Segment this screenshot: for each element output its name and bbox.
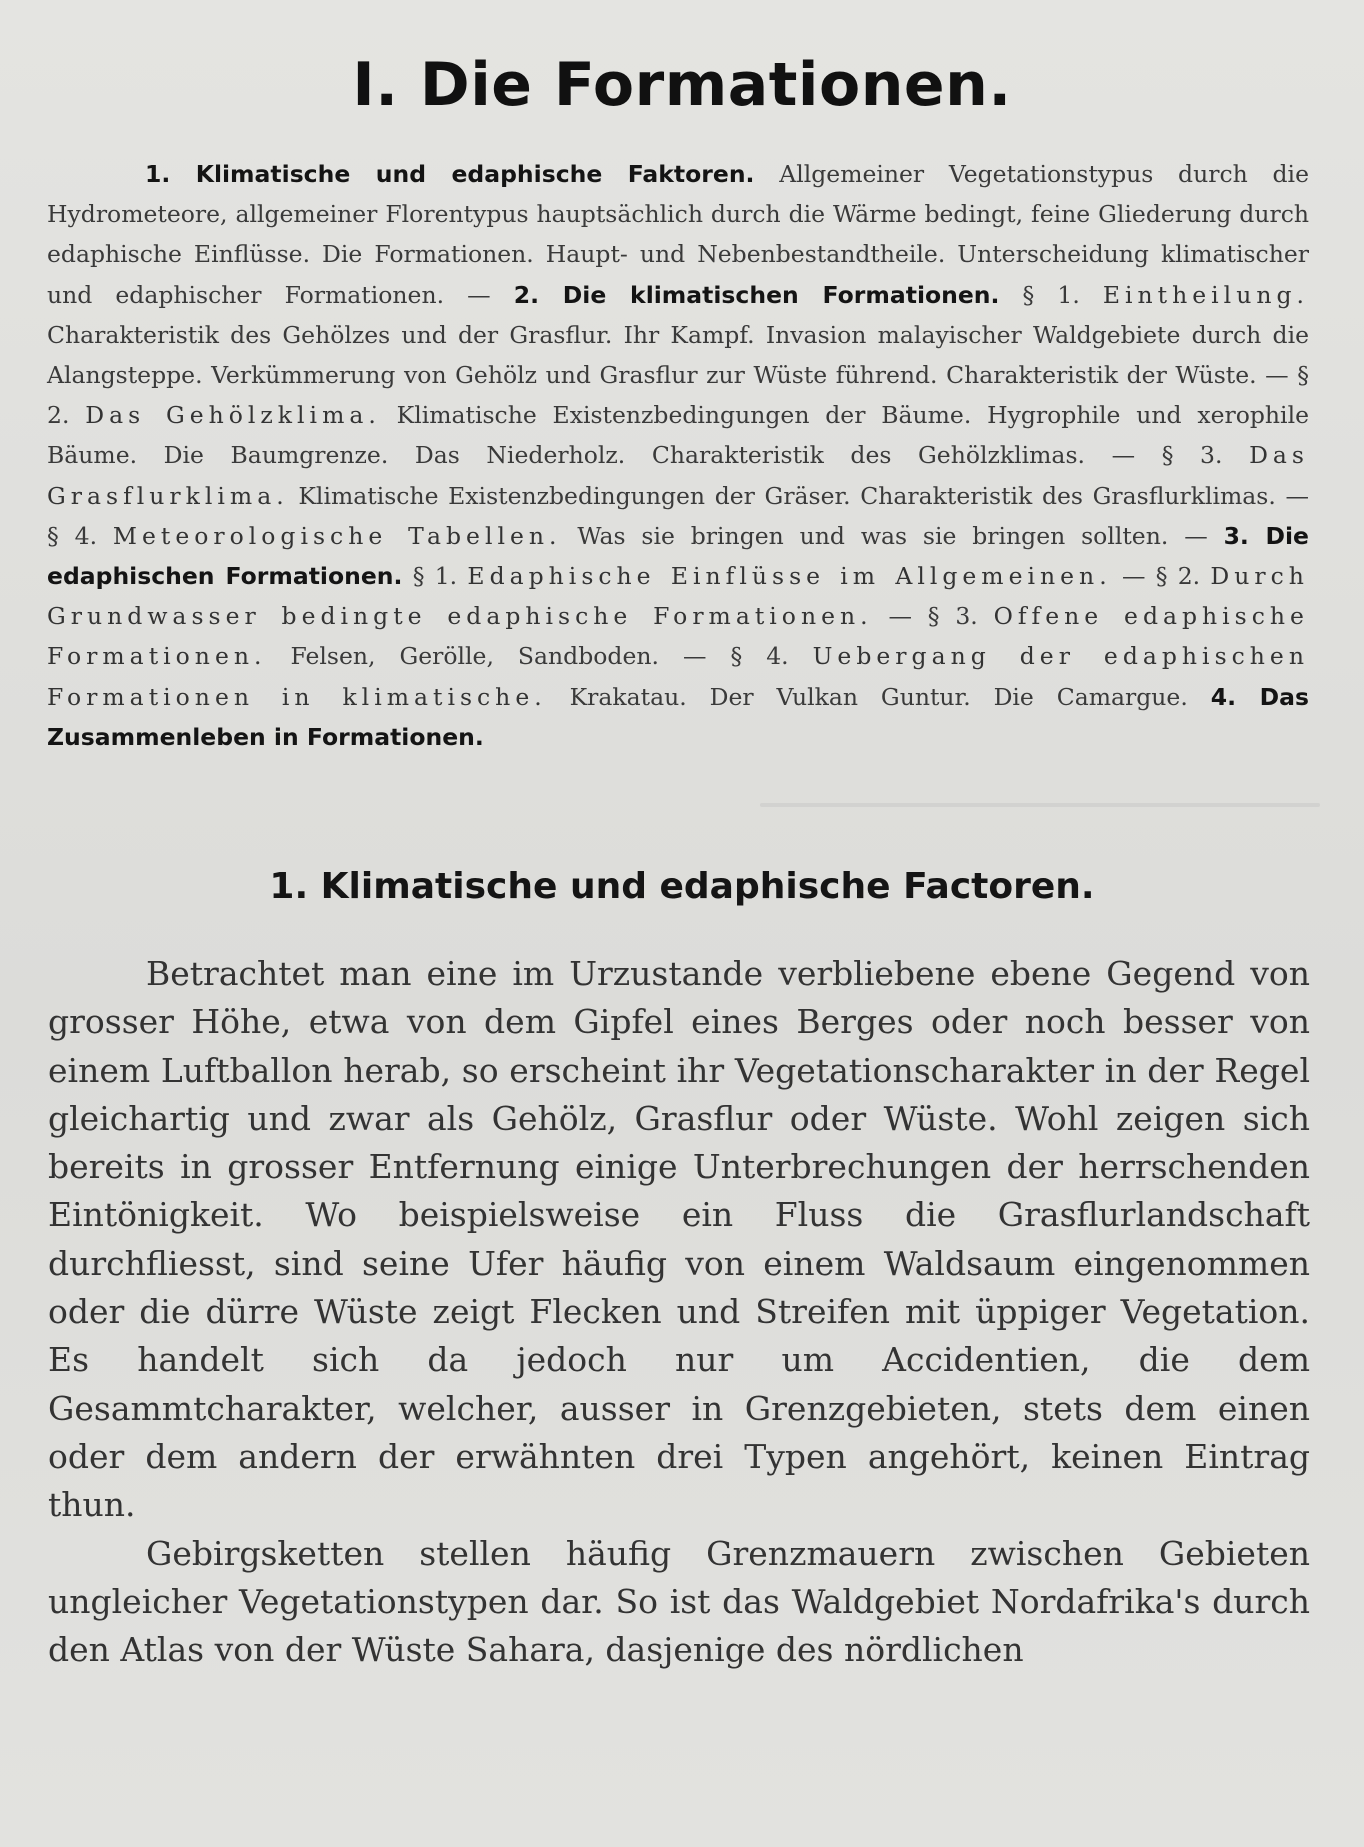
summary-subsection-text: Was sie bringen und was sie bringen sollten. —	[577, 521, 1208, 550]
section-heading: 1. Klimatische und edaphische Factoren.	[269, 866, 1095, 907]
summary-paragraph-mark: § 3.	[927, 602, 978, 631]
summary-subsection-text: Klimatische Existenzbedingungen der Bäume. Hygrophile und xerophile Bäume. Die Baumgrenze. Das Niederholz. Charakteristik des Gehölzklimas. —	[47, 401, 1309, 470]
summary-section-3-heading: 3. Die edaphischen Formationen.	[47, 521, 1309, 591]
summary-subsection-text: Krakatau. Der Vulkan Guntur. Die Camargue.	[569, 682, 1188, 711]
summary-subsection-text: Klimatische Existenzbedingungen der Gräser. Charakteristik des Grasflurklimas. —	[298, 481, 1309, 510]
summary-paragraph-mark: § 2.	[47, 361, 1309, 430]
summary-subsection-text: Felsen, Gerölle, Sandboden. —	[290, 642, 707, 671]
body-paragraph: Gebirgsketten stellen häufig Grenzmauern zwischen Gebieten ungleicher Vegetationstypen dar. So ist das Waldgebiet Nordafrika's durch den Atlas von der Wüste Sahara, dasjenige des nördlichen	[48, 1533, 1310, 1670]
summary-paragraph-mark: § 2.	[1155, 562, 1201, 591]
summary-subsection-title: Eintheilung.	[1102, 280, 1309, 309]
summary-section-2-heading: 2. Die klimatischen Formationen.	[513, 280, 1000, 309]
section-body	[48, 950, 1310, 1674]
summary-paragraph-mark: § 4.	[47, 521, 98, 550]
body-paragraph: Betrachtet man eine im Urzustande verbliebene ebene Gegend von grosser Höhe, etwa von dem Gipfel eines Berges oder noch besser von einem Luftballon herab, so erscheint ihr Vegetationscharakter in der Regel gleichartig und zwar als Gehölz, Grasflur oder Wüste. Wohl zeigen sich bereits in grosser Entfernung einige Unterbrechungen der herrschenden Eintönigkeit. Wo beispielsweise ein Fluss die Grasflurlandschaft durchfliesst, sind seine Ufer häufig von einem Waldsaum eingenommen oder die dürre Wüste zeigt Flecken und Streifen mit üppiger Vegetation. Es handelt sich da jedoch nur um Accidentien, die dem Gesammtcharakter, welcher, ausser in Grenzgebieten, stets dem einen oder dem andern der erwähnten drei Typen angehört, keinen Eintrag thun.	[48, 954, 1310, 1525]
summary-subsection-title: Offene edaphische Formationen.	[47, 602, 1309, 671]
summary-paragraph-mark: § 1.	[412, 562, 458, 591]
summary-subsection-text: —	[1121, 562, 1146, 591]
summary-subsection-title: Meteorologische Tabellen.	[112, 521, 562, 550]
summary-subsection-title: Uebergang der edaphischen Formationen in klimatische.	[47, 642, 1309, 711]
summary-subsection-text: —	[888, 602, 912, 631]
print-smudge	[760, 803, 1320, 807]
summary-subsection-text: Charakteristik des Gehölzes und der Grasflur. Ihr Kampf. Invasion malayischer Waldgebiete durch die Alangsteppe. Verkümmerung von Gehölz und Grasflur zur Wüste führend. Charakteristik der Wüste. —	[47, 320, 1309, 390]
chapter-title: I. Die Formationen.	[352, 50, 1012, 120]
summary-paragraph-mark: § 4.	[730, 642, 789, 671]
summary-paragraph-mark: § 1.	[1022, 280, 1080, 309]
summary-subsection-title: Durch Grundwasser bedingte edaphische Formationen.	[47, 562, 1309, 631]
summary-subsection-title: Das Grasflurklima.	[47, 441, 1309, 510]
summary-subsection-title: Das Gehölzklima.	[85, 401, 381, 430]
chapter-summary	[47, 154, 1309, 757]
summary-paragraph-mark: § 3.	[1161, 441, 1223, 470]
summary-subsection-title: Edaphische Einflüsse im Allgemeinen.	[467, 562, 1112, 591]
summary-section-1-heading: 1. Klimatische und edaphische Faktoren.	[145, 160, 755, 188]
summary-section-4-heading: 4. Das Zusammenleben in Formationen.	[47, 682, 1309, 751]
summary-section-1-text: Allgemeiner Vegetationstypus durch die Hydrometeore, allgemeiner Florentypus hauptsächlich durch die Wärme bedingt, feine Gliederung durch edaphische Einflüsse. Die Formationen. Haupt- und Nebenbestandtheile. Unterscheidung klimatischer und edaphischer Formationen. —	[47, 160, 1309, 309]
